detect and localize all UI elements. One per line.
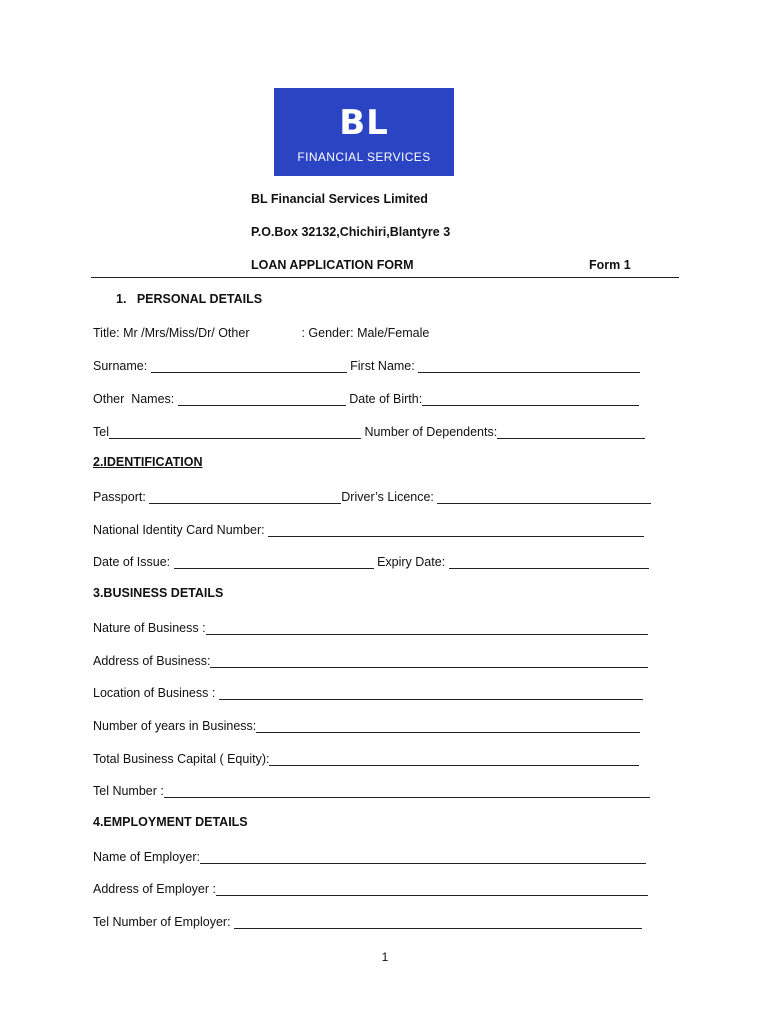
title-label: Title: Mr /Mrs/Miss/Dr/ Other [93,326,250,340]
address-of-business-row [93,650,648,668]
title-gender-row [93,322,429,340]
tel-field[interactable] [109,425,361,439]
employer-name-field[interactable] [200,850,646,864]
header-divider [91,277,679,278]
address-of-business-label: Address of Business: [93,654,211,668]
employer-address-row [93,878,648,896]
section-personal-details: 1. PERSONAL DETAILS [116,292,263,306]
gender-label: : Gender: Male/Female [301,326,430,340]
dependents-field[interactable] [497,425,645,439]
business-capital-row [93,748,639,766]
date-of-issue-field[interactable] [174,555,374,569]
nature-of-business-field[interactable] [206,621,648,635]
employer-tel-row [93,911,642,929]
national-id-row [93,519,644,537]
national-id-field[interactable] [268,523,644,537]
location-of-business-field[interactable] [219,686,643,700]
section-identification [93,455,203,469]
first-name-field[interactable] [418,359,640,373]
years-in-business-label: Number of years in Business: [93,719,257,733]
dependents-label: Number of Dependents: [360,425,498,439]
employer-address-field[interactable] [216,882,648,896]
company-address: P.O.Box 32132,Chichiri,Blantyre 3 [251,225,451,239]
form-title: LOAN APPLICATION FORM [251,258,414,272]
expiry-date-field[interactable] [449,555,649,569]
page-number: 1 [381,950,389,964]
employer-address-label: Address of Employer : [93,882,216,896]
first-name-label: First Name: [346,359,419,373]
drivers-licence-label: Driver’s Licence: [341,490,438,504]
dob-field[interactable] [422,392,639,406]
surname-field[interactable] [151,359,347,373]
business-capital-field[interactable] [269,752,639,766]
employer-tel-label: Tel Number of Employer: [93,915,235,929]
national-id-label: National Identity Card Number: [93,523,269,537]
employer-tel-field[interactable] [234,915,642,929]
other-names-field[interactable] [178,392,346,406]
section-business-details: 3.BUSINESS DETAILS [93,586,224,600]
location-of-business-label: Location of Business : [93,686,219,700]
section-identification-label: 2.IDENTIFICATION [93,455,203,469]
years-in-business-row [93,715,640,733]
logo-mark: BL [339,103,389,143]
passport-licence-row [93,486,651,504]
passport-label: Passport: [93,490,150,504]
business-tel-field[interactable] [164,784,650,798]
employer-name-label: Name of Employer: [93,850,200,864]
tel-label: Tel [93,425,109,439]
employer-name-row [93,846,646,864]
dob-label: Date of Birth: [345,392,423,406]
nature-of-business-row [93,617,648,635]
location-of-business-row [93,682,643,700]
nature-of-business-label: Nature of Business : [93,621,206,635]
business-tel-label: Tel Number : [93,784,164,798]
section-employment-details: 4.EMPLOYMENT DETAILS [93,815,248,829]
passport-field[interactable] [149,490,341,504]
business-capital-label: Total Business Capital ( Equity): [93,752,270,766]
surname-firstname-row [93,355,640,373]
company-logo [274,88,454,176]
company-name: BL Financial Services Limited [251,192,428,206]
logo-subtitle: FINANCIAL SERVICES [297,150,431,164]
tel-dependents-row [93,421,645,439]
address-of-business-field[interactable] [210,654,648,668]
expiry-date-label: Expiry Date: [373,555,449,569]
issue-expiry-row [93,551,649,569]
form-number: Form 1 [589,258,631,272]
othernames-dob-row [93,388,639,406]
drivers-licence-field[interactable] [437,490,651,504]
business-tel-row [93,780,650,798]
date-of-issue-label: Date of Issue: [93,555,174,569]
years-in-business-field[interactable] [256,719,640,733]
surname-label: Surname: [93,359,151,373]
other-names-label: Other Names: [93,392,178,406]
